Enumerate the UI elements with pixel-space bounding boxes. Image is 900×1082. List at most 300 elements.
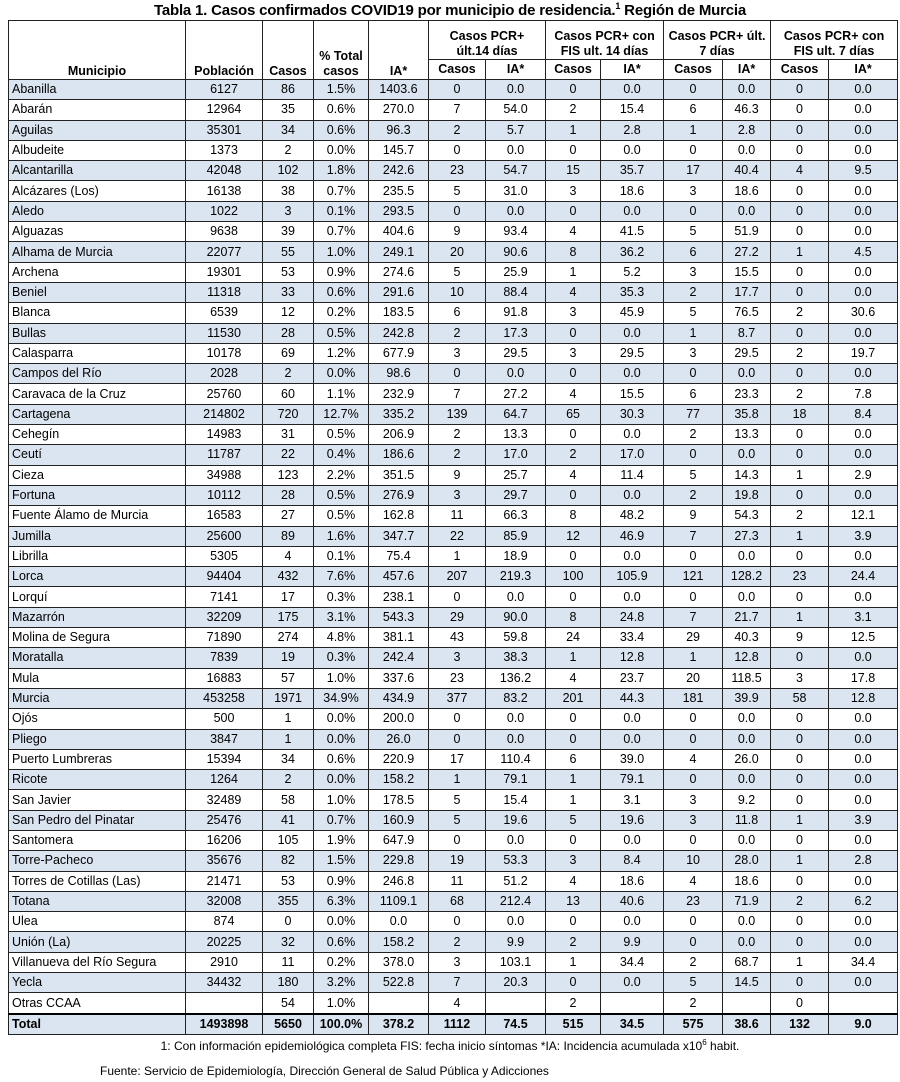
cell-ia: 291.6	[369, 282, 429, 302]
cell-pcr7-ia: 0.0	[723, 729, 771, 749]
cell-pcr14-casos: 0	[429, 830, 486, 850]
cell-pcr14-ia: 20.3	[486, 973, 546, 993]
cell-poblacion: 21471	[186, 871, 263, 891]
cell-fis14-ia: 0.0	[601, 830, 664, 850]
cell-pcr14-ia: 79.1	[486, 770, 546, 790]
cell-pcr7-ia: 71.9	[723, 891, 771, 911]
cell-fis7-casos: 4	[771, 161, 829, 181]
cell-ia: 293.5	[369, 201, 429, 221]
cell-fis7-casos: 0	[771, 120, 829, 140]
cell-pcr14-casos: 3	[429, 485, 486, 505]
cell-pcr7-ia: 26.0	[723, 749, 771, 769]
cell-pcr14-ia: 27.2	[486, 384, 546, 404]
table-row	[9, 891, 898, 911]
cell-pcr7-ia: 0.0	[723, 830, 771, 850]
cell-fis7-ia: 0.0	[829, 485, 898, 505]
cell-pcr7-ia: 28.0	[723, 851, 771, 871]
cell-pcr7-casos: 1	[664, 120, 723, 140]
cell-fis14-casos: 0	[546, 140, 601, 160]
cell-pcr7-ia: 46.3	[723, 100, 771, 120]
cell-pcr7-casos: 2	[664, 425, 723, 445]
cell-pcr7-casos: 181	[664, 688, 723, 708]
cell-fis7-ia: 0.0	[829, 871, 898, 891]
cell-fis7-casos: 58	[771, 688, 829, 708]
cell-pct-total: 0.5%	[314, 425, 369, 445]
cell-pcr14-ia: 19.6	[486, 810, 546, 830]
cell-pcr14-ia: 9.9	[486, 932, 546, 952]
cell-pcr14-casos: 68	[429, 891, 486, 911]
table-row	[9, 80, 898, 100]
cell-pcr7-ia: 51.9	[723, 222, 771, 242]
cell-casos: 54	[263, 993, 314, 1014]
cell-pcr14-ia: 0.0	[486, 709, 546, 729]
cell-pcr14-ia: 90.0	[486, 607, 546, 627]
cell-pcr14-ia: 17.3	[486, 323, 546, 343]
subheader-casos: Casos	[429, 60, 486, 80]
cell-pcr14-casos: 7	[429, 384, 486, 404]
cell-fis7-ia: 0.0	[829, 120, 898, 140]
cell-pcr7-ia: 18.6	[723, 871, 771, 891]
cell-fis7-ia: 0.0	[829, 282, 898, 302]
cell-casos: 12	[263, 303, 314, 323]
cell-casos: 60	[263, 384, 314, 404]
cell-fis7-casos: 0	[771, 546, 829, 566]
cell-fis7-ia: 12.8	[829, 688, 898, 708]
cell-pcr14-casos: 0	[429, 140, 486, 160]
cell-pct-total: 0.6%	[314, 100, 369, 120]
cell-fis7-ia: 7.8	[829, 384, 898, 404]
cell-fis7-ia: 4.5	[829, 242, 898, 262]
cell-fis7-casos: 9	[771, 628, 829, 648]
cell-poblacion: 1022	[186, 201, 263, 221]
cell-poblacion	[186, 993, 263, 1014]
cell-pcr7-casos: 1	[664, 648, 723, 668]
cell-pcr14-casos: 9	[429, 465, 486, 485]
cell-fis7-ia: 0.0	[829, 932, 898, 952]
subheader-ia: IA*	[723, 60, 771, 80]
cell-ia: 249.1	[369, 242, 429, 262]
cell-casos: 82	[263, 851, 314, 871]
cell-fis14-casos: 0	[546, 912, 601, 932]
cell-pcr7-casos: 0	[664, 445, 723, 465]
cell-pct-total: 0.6%	[314, 932, 369, 952]
cell-fis14-casos: 3	[546, 303, 601, 323]
cell-fis14-casos: 4	[546, 222, 601, 242]
cell-fis14-ia: 34.4	[601, 952, 664, 972]
header-group-fis-14: Casos PCR+ con FIS ult. 14 días	[546, 21, 664, 60]
cell-fis7-ia: 0.0	[829, 140, 898, 160]
cell-pcr7-casos: 29	[664, 628, 723, 648]
cell-pcr7-casos: 23	[664, 891, 723, 911]
cell-pcr14-ia: 13.3	[486, 425, 546, 445]
cell-pcr14-ia: 25.7	[486, 465, 546, 485]
cell-pcr7-casos: 0	[664, 587, 723, 607]
cell-casos: 123	[263, 465, 314, 485]
subheader-casos: Casos	[771, 60, 829, 80]
cell-pcr7-ia: 17.7	[723, 282, 771, 302]
cell-fis7-ia: 8.4	[829, 404, 898, 424]
cell-pcr7-ia: 0.0	[723, 364, 771, 384]
cell-pcr14-casos: 7	[429, 973, 486, 993]
cell-pcr7-ia: 27.3	[723, 526, 771, 546]
cell-pcr7-casos: 0	[664, 830, 723, 850]
cell-pct-total: 0.7%	[314, 222, 369, 242]
cell-pcr7-ia: 9.2	[723, 790, 771, 810]
cell-casos: 35	[263, 100, 314, 120]
cell-fis14-ia: 0.0	[601, 323, 664, 343]
cell-pcr7-casos: 6	[664, 100, 723, 120]
cell-fis14-casos: 0	[546, 973, 601, 993]
cell-municipio: Murcia	[9, 688, 186, 708]
cell-fis14-casos: 515	[546, 1014, 601, 1035]
cell-ia: 347.7	[369, 526, 429, 546]
cell-fis14-casos: 2	[546, 932, 601, 952]
cell-pcr14-ia: 0.0	[486, 364, 546, 384]
cell-pcr14-casos: 20	[429, 242, 486, 262]
cell-municipio: Calasparra	[9, 343, 186, 363]
cell-pcr14-casos: 1112	[429, 1014, 486, 1035]
cell-pcr7-ia: 118.5	[723, 668, 771, 688]
cell-pct-total: 0.6%	[314, 282, 369, 302]
cell-pcr14-casos: 0	[429, 201, 486, 221]
table-row	[9, 425, 898, 445]
cell-fis7-casos: 0	[771, 282, 829, 302]
cell-ia: 186.6	[369, 445, 429, 465]
cell-fis14-casos: 1	[546, 648, 601, 668]
cell-fis14-ia: 45.9	[601, 303, 664, 323]
table-row	[9, 567, 898, 587]
cell-fis7-casos: 1	[771, 810, 829, 830]
cell-pct-total: 1.0%	[314, 668, 369, 688]
cell-fis7-ia: 0.0	[829, 201, 898, 221]
cell-pcr7-ia: 21.7	[723, 607, 771, 627]
cell-municipio: Cieza	[9, 465, 186, 485]
cell-pcr14-casos: 139	[429, 404, 486, 424]
cell-pcr14-casos: 23	[429, 668, 486, 688]
cell-fis14-casos: 2	[546, 445, 601, 465]
table-row	[9, 749, 898, 769]
table-row	[9, 526, 898, 546]
cell-pct-total: 0.9%	[314, 262, 369, 282]
cell-pcr14-ia: 103.1	[486, 952, 546, 972]
cell-fis7-casos: 0	[771, 364, 829, 384]
cell-fis14-ia: 46.9	[601, 526, 664, 546]
table-row	[9, 364, 898, 384]
cell-pcr14-ia: 83.2	[486, 688, 546, 708]
cell-pcr7-ia: 8.7	[723, 323, 771, 343]
table-row	[9, 445, 898, 465]
cell-fis7-ia: 0.0	[829, 973, 898, 993]
cell-poblacion: 25600	[186, 526, 263, 546]
table-row	[9, 181, 898, 201]
cell-pcr14-ia: 31.0	[486, 181, 546, 201]
cell-fis14-ia: 18.6	[601, 181, 664, 201]
cell-poblacion: 16583	[186, 506, 263, 526]
cell-poblacion: 20225	[186, 932, 263, 952]
cell-pcr14-casos: 3	[429, 648, 486, 668]
cell-pct-total: 0.7%	[314, 181, 369, 201]
table-row	[9, 546, 898, 566]
cell-pcr14-casos: 0	[429, 587, 486, 607]
cell-municipio: Torre-Pacheco	[9, 851, 186, 871]
cell-pct-total: 0.5%	[314, 485, 369, 505]
cell-pcr14-casos: 377	[429, 688, 486, 708]
cell-fis7-casos: 18	[771, 404, 829, 424]
cell-pcr7-casos: 5	[664, 465, 723, 485]
header-group-pcr-7: Casos PCR+ últ. 7 días	[664, 21, 771, 60]
cell-municipio: Ricote	[9, 770, 186, 790]
cell-casos: 53	[263, 871, 314, 891]
cell-fis7-ia: 0.0	[829, 80, 898, 100]
cell-pcr14-ia: 66.3	[486, 506, 546, 526]
cell-ia: 232.9	[369, 384, 429, 404]
cell-pcr14-ia: 25.9	[486, 262, 546, 282]
cell-municipio: Campos del Río	[9, 364, 186, 384]
cell-fis7-ia: 0.0	[829, 323, 898, 343]
cell-pcr14-ia: 54.7	[486, 161, 546, 181]
cell-pct-total: 0.3%	[314, 587, 369, 607]
cell-municipio: Blanca	[9, 303, 186, 323]
cell-pcr7-casos: 4	[664, 749, 723, 769]
cell-fis14-ia: 0.0	[601, 546, 664, 566]
cell-pcr7-casos: 77	[664, 404, 723, 424]
cell-fis7-casos: 0	[771, 262, 829, 282]
table-row	[9, 830, 898, 850]
cell-pct-total: 1.5%	[314, 80, 369, 100]
cell-fis14-casos: 0	[546, 201, 601, 221]
cell-fis14-ia: 79.1	[601, 770, 664, 790]
cell-fis7-casos: 1	[771, 607, 829, 627]
table-body	[9, 80, 898, 1035]
cell-ia: 158.2	[369, 770, 429, 790]
cell-fis14-ia: 11.4	[601, 465, 664, 485]
cell-pcr7-ia: 35.8	[723, 404, 771, 424]
cell-pcr14-casos: 0	[429, 80, 486, 100]
cell-pcr14-casos: 6	[429, 303, 486, 323]
cell-casos: 28	[263, 323, 314, 343]
header-casos: Casos	[263, 21, 314, 80]
cell-pcr7-casos: 20	[664, 668, 723, 688]
cell-casos: 32	[263, 932, 314, 952]
cell-fis14-casos: 4	[546, 384, 601, 404]
cell-pct-total: 0.2%	[314, 303, 369, 323]
subheader-casos: Casos	[664, 60, 723, 80]
cell-ia: 242.8	[369, 323, 429, 343]
cell-pcr7-casos: 3	[664, 181, 723, 201]
cell-pcr14-casos: 1	[429, 770, 486, 790]
cell-poblacion: 2028	[186, 364, 263, 384]
cell-pct-total: 4.8%	[314, 628, 369, 648]
cell-ia: 145.7	[369, 140, 429, 160]
table-row	[9, 668, 898, 688]
cell-casos: 432	[263, 567, 314, 587]
cell-fis14-casos: 8	[546, 242, 601, 262]
cell-pcr7-casos: 0	[664, 709, 723, 729]
cell-pcr14-casos: 2	[429, 425, 486, 445]
cell-pcr14-casos: 17	[429, 749, 486, 769]
cell-fis14-ia: 3.1	[601, 790, 664, 810]
cell-fis14-casos: 0	[546, 80, 601, 100]
cell-pct-total: 1.0%	[314, 993, 369, 1014]
cell-fis14-casos: 0	[546, 364, 601, 384]
cell-ia: 158.2	[369, 932, 429, 952]
cell-pcr7-ia: 76.5	[723, 303, 771, 323]
table-row	[9, 140, 898, 160]
table-row	[9, 709, 898, 729]
cell-poblacion: 25760	[186, 384, 263, 404]
cell-casos: 0	[263, 912, 314, 932]
cell-poblacion: 5305	[186, 546, 263, 566]
cell-poblacion: 1493898	[186, 1014, 263, 1035]
cell-municipio: Aguilas	[9, 120, 186, 140]
cell-fis7-casos: 1	[771, 952, 829, 972]
cell-poblacion: 32008	[186, 891, 263, 911]
cell-fis7-ia: 2.9	[829, 465, 898, 485]
cell-ia: 0.0	[369, 912, 429, 932]
cell-fis7-casos: 0	[771, 993, 829, 1014]
cell-municipio: Fuente Álamo de Murcia	[9, 506, 186, 526]
cell-fis7-ia: 24.4	[829, 567, 898, 587]
cell-pcr14-casos: 2	[429, 932, 486, 952]
header-group-fis-7: Casos PCR+ con FIS ult. 7 días	[771, 21, 898, 60]
cell-fis14-ia: 0.0	[601, 709, 664, 729]
cell-poblacion: 9638	[186, 222, 263, 242]
cell-pct-total: 34.9%	[314, 688, 369, 708]
cell-casos: 58	[263, 790, 314, 810]
table-row	[9, 404, 898, 424]
cell-municipio: Santomera	[9, 830, 186, 850]
cell-fis14-ia: 23.7	[601, 668, 664, 688]
cell-fis7-ia: 0.0	[829, 181, 898, 201]
cell-pcr14-ia: 93.4	[486, 222, 546, 242]
cell-municipio: Total	[9, 1014, 186, 1035]
cell-fis7-ia: 3.1	[829, 607, 898, 627]
table-row	[9, 770, 898, 790]
cell-pct-total: 100.0%	[314, 1014, 369, 1035]
cell-municipio: Torres de Cotillas (Las)	[9, 871, 186, 891]
cell-municipio: Cehegín	[9, 425, 186, 445]
cell-ia: 229.8	[369, 851, 429, 871]
cell-ia: 162.8	[369, 506, 429, 526]
cell-fis14-ia: 0.0	[601, 973, 664, 993]
cell-casos: 27	[263, 506, 314, 526]
cell-casos: 41	[263, 810, 314, 830]
table-row	[9, 201, 898, 221]
cell-pct-total: 0.0%	[314, 729, 369, 749]
cell-fis14-casos: 1	[546, 770, 601, 790]
cell-fis14-ia: 35.7	[601, 161, 664, 181]
cell-pcr7-casos: 575	[664, 1014, 723, 1035]
cell-municipio: Ojós	[9, 709, 186, 729]
cell-fis7-ia: 0.0	[829, 790, 898, 810]
table-row	[9, 790, 898, 810]
cell-poblacion: 25476	[186, 810, 263, 830]
cell-pct-total: 0.7%	[314, 810, 369, 830]
cell-fis7-casos: 0	[771, 181, 829, 201]
cell-fis7-casos: 2	[771, 891, 829, 911]
cell-municipio: Molina de Segura	[9, 628, 186, 648]
cell-fis14-ia: 0.0	[601, 729, 664, 749]
cell-pcr7-ia: 0.0	[723, 770, 771, 790]
cell-fis7-ia: 0.0	[829, 262, 898, 282]
cell-municipio: San Javier	[9, 790, 186, 810]
cell-ia: 220.9	[369, 749, 429, 769]
title-footnote-mark: 1	[615, 1, 621, 11]
cell-pcr14-casos: 0	[429, 729, 486, 749]
cell-pct-total: 1.6%	[314, 526, 369, 546]
cell-fis14-ia: 0.0	[601, 201, 664, 221]
table-row	[9, 810, 898, 830]
cell-pcr14-casos: 11	[429, 871, 486, 891]
cell-fis14-ia: 0.0	[601, 425, 664, 445]
cell-pcr7-casos: 2	[664, 485, 723, 505]
table-row	[9, 729, 898, 749]
cell-pcr14-casos: 1	[429, 546, 486, 566]
cell-casos: 55	[263, 242, 314, 262]
cell-fis14-ia: 35.3	[601, 282, 664, 302]
title-region: Región de Murcia	[620, 2, 747, 19]
cell-municipio: Archena	[9, 262, 186, 282]
cell-pcr7-ia: 0.0	[723, 932, 771, 952]
table-row	[9, 384, 898, 404]
cell-municipio: Ulea	[9, 912, 186, 932]
cell-fis14-ia	[601, 993, 664, 1014]
cell-pct-total: 0.6%	[314, 120, 369, 140]
cell-pcr14-casos: 3	[429, 343, 486, 363]
cell-fis14-ia: 0.0	[601, 80, 664, 100]
cell-pcr14-casos: 0	[429, 364, 486, 384]
cell-pcr7-casos: 0	[664, 80, 723, 100]
cell-casos: 5650	[263, 1014, 314, 1035]
table-row	[9, 993, 898, 1014]
cell-pcr7-casos: 0	[664, 201, 723, 221]
cell-pct-total: 0.5%	[314, 323, 369, 343]
cell-municipio: Moratalla	[9, 648, 186, 668]
cell-fis14-casos: 0	[546, 323, 601, 343]
cell-pct-total: 0.9%	[314, 871, 369, 891]
cell-pcr14-casos: 22	[429, 526, 486, 546]
cell-ia: 183.5	[369, 303, 429, 323]
cell-pct-total: 0.0%	[314, 770, 369, 790]
cell-fis7-ia: 19.7	[829, 343, 898, 363]
cell-casos: 22	[263, 445, 314, 465]
cell-municipio: Cartagena	[9, 404, 186, 424]
cell-fis14-ia: 41.5	[601, 222, 664, 242]
cell-casos: 1	[263, 709, 314, 729]
cell-fis7-casos: 0	[771, 140, 829, 160]
cell-fis7-ia: 0.0	[829, 648, 898, 668]
cell-municipio: Lorquí	[9, 587, 186, 607]
cell-poblacion: 35301	[186, 120, 263, 140]
cell-fis7-ia: 30.6	[829, 303, 898, 323]
cell-fis14-ia: 0.0	[601, 485, 664, 505]
table-row	[9, 303, 898, 323]
cell-pcr14-ia: 0.0	[486, 140, 546, 160]
cell-poblacion: 19301	[186, 262, 263, 282]
cell-fis14-casos: 1	[546, 262, 601, 282]
cell-fis7-ia: 6.2	[829, 891, 898, 911]
cell-poblacion: 214802	[186, 404, 263, 424]
cell-pcr14-ia: 29.5	[486, 343, 546, 363]
cell-pct-total: 6.3%	[314, 891, 369, 911]
cell-poblacion: 11318	[186, 282, 263, 302]
cell-pcr7-casos: 3	[664, 810, 723, 830]
cell-fis7-ia: 0.0	[829, 749, 898, 769]
table-row	[9, 242, 898, 262]
cell-pct-total: 1.5%	[314, 851, 369, 871]
cell-pcr7-ia: 0.0	[723, 140, 771, 160]
cell-poblacion: 32489	[186, 790, 263, 810]
